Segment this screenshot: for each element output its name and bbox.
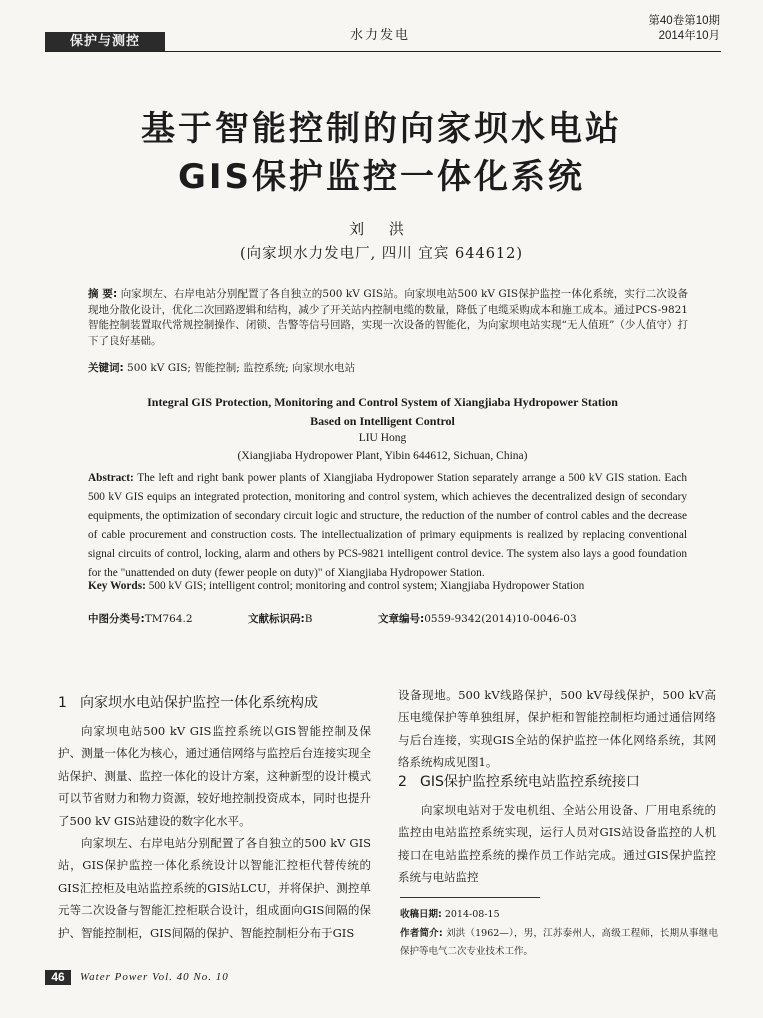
english-title bbox=[80, 393, 685, 431]
header-rule bbox=[45, 51, 721, 52]
issue-date: 2014年10月 bbox=[658, 30, 720, 42]
english-title-line-1: Integral GIS Protection, Monitoring and Control System of Xiangjiaba Hydropower Station bbox=[147, 395, 618, 409]
english-keywords bbox=[88, 580, 687, 592]
keywords-cn-text: 500 kV GIS; 智能控制; 监控系统; 向家坝水电站 bbox=[127, 362, 356, 374]
document-code bbox=[248, 611, 312, 626]
section-2-paragraph: 向家坝电站对于发电机组、全站公用设备、厂用电系统的监控由电站监控系统实现，运行人员对GIS站设备监控的人机接口在电站监控系统的操作员工作站完成。通过GIS保护监控系统与电站监控 bbox=[398, 803, 716, 885]
english-affiliation: (Xiangjiaba Hydropower Plant, Yibin 644612, Sichuan, China) bbox=[237, 450, 528, 462]
affiliation: (向家坝水力发电厂, 四川 宜宾 644612) bbox=[239, 246, 524, 262]
abstract-cn-text: 向家坝左、右岸电站分别配置了各自独立的500 kV GIS站。向家坝电站500 kV GIS保护监控一体化系统，实行二次设备现地分散化设计，优化二次回路逻辑和结构，减少了开关站内控制电缆的数量，降低了电缆采购成本和施工成本。通过PCS-9821智能控制装置取代常规控制操作、闭锁、告警等信号回路，实现一次设备的智能化，为向家坝电站实现“无人值班”（少人值守）打下了良好基础。 bbox=[88, 288, 689, 347]
english-abstract-label: Abstract: bbox=[88, 472, 134, 484]
bio-text: 刘洪（1962—），男，江苏泰州人，高级工程师，长期从事继电保护等电气二次专业技术工作。 bbox=[400, 928, 718, 957]
abstract-cn-label: 摘 要: bbox=[88, 288, 118, 300]
section-2-title: GIS保护监控系统电站监控系统接口 bbox=[420, 774, 640, 790]
english-title-line-2: Based on Intelligent Control bbox=[310, 414, 455, 428]
clc-value: TM764.2 bbox=[144, 613, 193, 625]
article-number bbox=[378, 611, 577, 626]
footnote-rule bbox=[400, 897, 540, 898]
clc-number bbox=[88, 611, 193, 626]
english-keywords-label: Key Words: bbox=[88, 580, 146, 592]
title-line-2: GIS保护监控一体化系统 bbox=[177, 157, 586, 197]
section-2-body bbox=[398, 799, 716, 889]
page-number: 46 bbox=[45, 970, 71, 985]
abstract-cn bbox=[88, 287, 688, 349]
received-label: 收稿日期: bbox=[400, 909, 442, 920]
footnote-bio bbox=[400, 925, 718, 961]
section-1-number: 1 bbox=[58, 695, 67, 711]
section-1-continuation: 设备现地。500 kV线路保护，500 kV母线保护，500 kV高压电缆保护等单独组屏，保护柜和智能控制柜均通过通信网络与后台连接，实现GIS全站的保护监控一体化网络系统，其网络系统构成见图1。 bbox=[398, 688, 716, 770]
section-1-title: 向家坝水电站保护监控一体化系统构成 bbox=[80, 695, 318, 711]
section-2-heading bbox=[398, 772, 718, 792]
english-abstract-text: The left and right bank power plants of Xiangjiaba Hydropower Station separately arrange a 500 kV GIS station. Each 500 kV GIS equips an integrated protection, monitoring and control system, which achieves the decentralized design of secondary equipments, the optimization of secondary circuit logic and structure, the reduction of the number of control cables and the decrease of cable procurement and construction costs. The intellectualization of primary equipments is realized by replacing conventional signal circuits of control, locking, alarm and others by PCS-9821 intelligent control device. The system also lays a good foundation for the "unattended on duty (fewer people on duty)" of Xiangjiaba Hydropower Station. bbox=[88, 472, 688, 580]
footnote-received bbox=[400, 906, 718, 924]
issue-volume: 第40卷第10期 bbox=[648, 15, 720, 27]
keywords-cn bbox=[88, 361, 688, 377]
clc-label: 中图分类号: bbox=[88, 613, 145, 625]
article-label: 文章编号: bbox=[378, 613, 425, 625]
section-1-body bbox=[58, 720, 371, 944]
section-1-paragraph: 向家坝电站500 kV GIS监控系统以GIS智能控制及保护、测量一体化为核心，通过通信网络与监控后台连接实现全站保护、测量、监控一体化的设计方案，这种新型的设计模式可以节省财力和物力资源，较好地控制投资成本，同时也提升了500 kV GIS站建设的数字化水平。 bbox=[58, 724, 371, 828]
section-1-paragraph: 向家坝左、右岸电站分别配置了各自独立的500 kV GIS站，GIS保护监控一体化系统设计以智能汇控柜代替传统的GIS汇控柜及电站监控系统的GIS站LCU，并将保护、测控单元等二次设备与智能汇控柜联合设计，组成面向GIS间隔的保护、智能控制柜，GIS间隔的保护、智能控制柜分布于GIS bbox=[58, 836, 371, 940]
article-value: 0559-9342(2014)10-0046-03 bbox=[424, 613, 577, 625]
section-2-number: 2 bbox=[398, 774, 407, 790]
right-column-continuation bbox=[398, 684, 716, 774]
received-date: 2014-08-15 bbox=[444, 909, 500, 920]
section-1-heading bbox=[58, 693, 378, 713]
english-abstract bbox=[88, 469, 687, 584]
journal-name: 水力发电 bbox=[349, 28, 410, 43]
author: 刘 洪 bbox=[349, 220, 414, 238]
english-author: LIU Hong bbox=[358, 432, 407, 444]
english-keywords-text: 500 kV GIS; intelligent control; monitoring and control system; Xiangjiaba Hydropower Station bbox=[148, 580, 585, 592]
bio-label: 作者简介: bbox=[400, 928, 443, 939]
title-line-1: 基于智能控制的向家坝水电站 bbox=[141, 109, 622, 149]
doc-label: 文献标识码: bbox=[248, 613, 305, 625]
keywords-cn-label: 关键词: bbox=[88, 362, 124, 374]
doc-value: B bbox=[304, 613, 313, 625]
paper-title bbox=[40, 105, 723, 201]
section-tag: 保护与测控 bbox=[45, 32, 165, 52]
journal-footer: Water Power Vol. 40 No. 10 bbox=[80, 971, 229, 983]
issue-info bbox=[590, 14, 720, 44]
